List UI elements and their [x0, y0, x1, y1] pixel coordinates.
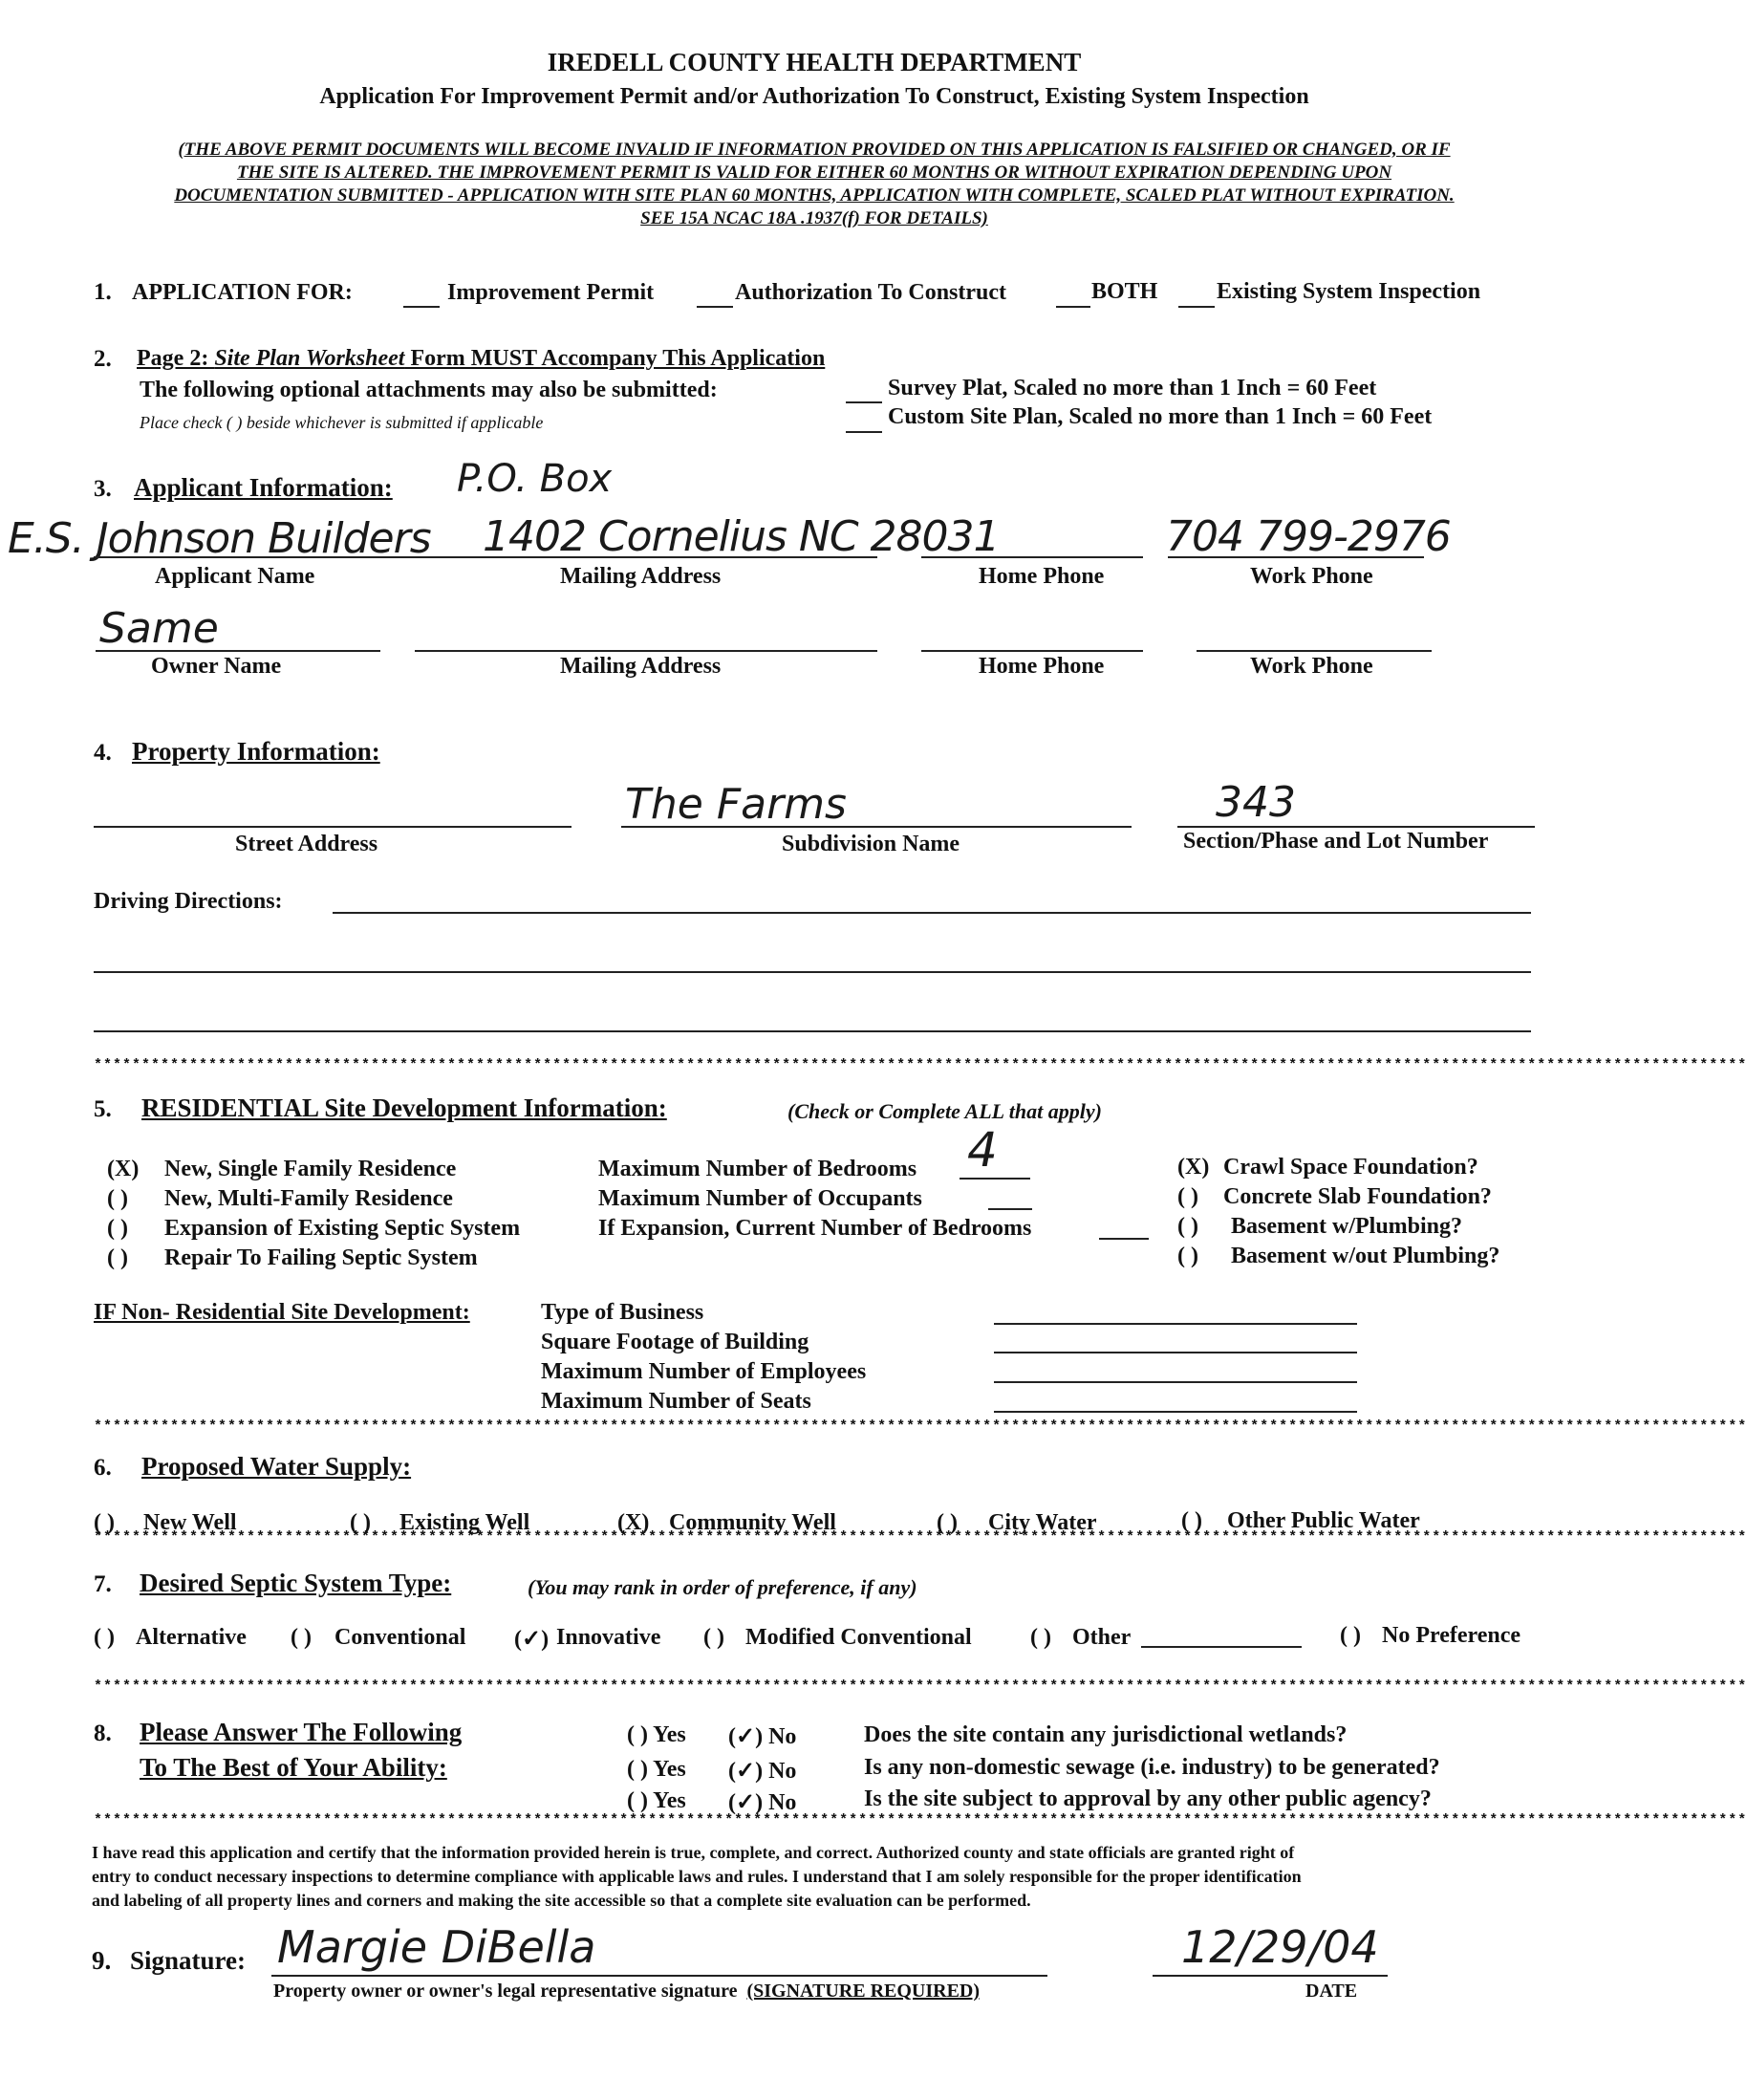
driving-directions-field-1[interactable]	[333, 912, 1531, 914]
section-6-number: 6.	[94, 1455, 112, 1481]
label-mailing-address: Mailing Address	[560, 564, 722, 589]
label-city-water: City Water	[988, 1510, 1097, 1535]
label-new-well: New Well	[143, 1510, 237, 1535]
label-crawl-space: Crawl Space Foundation?	[1223, 1155, 1478, 1180]
handwritten-date: 12/29/04	[1181, 1921, 1379, 1973]
residential-note: (Check or Complete ALL that apply)	[787, 1099, 1102, 1123]
label-type-of-business: Type of Business	[541, 1300, 704, 1325]
check-modified-conventional[interactable]: ( )	[703, 1625, 724, 1650]
driving-directions-label: Driving Directions:	[94, 889, 283, 914]
max-seats-field[interactable]	[994, 1411, 1357, 1413]
lot-number-field[interactable]	[1177, 826, 1535, 828]
answer-following-title-2: To The Best of Your Ability:	[140, 1753, 447, 1782]
driving-directions-field-2[interactable]	[94, 971, 1531, 973]
sewage-no[interactable]: (✓) No	[728, 1759, 797, 1784]
check-basement-no-plumbing[interactable]: ( )	[1177, 1244, 1198, 1268]
current-bedrooms-field[interactable]	[1099, 1238, 1149, 1240]
survey-plat-check[interactable]	[846, 401, 882, 403]
check-alternative[interactable]: ( )	[94, 1625, 115, 1650]
agency-question: Is the site subject to approval by any other public agency?	[864, 1786, 1432, 1811]
date-label: DATE	[1305, 1981, 1358, 2002]
check-multi-family[interactable]: ( )	[107, 1186, 128, 1211]
check-single-family[interactable]: (X)	[107, 1157, 140, 1181]
driving-directions-field-3[interactable]	[94, 1030, 1531, 1032]
section-1-number: 1.	[94, 279, 112, 305]
separator-stars-2: *****************************************************************************************************************************************************************************	[94, 1418, 1747, 1435]
handwritten-owner-name: Same	[99, 604, 219, 653]
label-owner-mailing-address: Mailing Address	[560, 654, 722, 679]
place-check-note: Place check ( ) beside whichever is submitted if applicable	[140, 413, 544, 432]
notice-line-4: SEE 15A NCAC 18A .1937(f) FOR DETAILS)	[640, 208, 988, 228]
label-modified-conventional: Modified Conventional	[745, 1625, 972, 1650]
mailing-address-field[interactable]	[415, 556, 877, 558]
label-multi-family: New, Multi-Family Residence	[164, 1186, 453, 1211]
check-basement-plumbing[interactable]: ( )	[1177, 1214, 1198, 1239]
label-square-footage: Square Footage of Building	[541, 1330, 809, 1354]
site-plan-requirement: Page 2: Site Plan Worksheet Form MUST Accompany This Application	[137, 346, 826, 371]
section-5-number: 5.	[94, 1096, 112, 1122]
wetlands-question: Does the site contain any jurisdictional wetlands?	[864, 1722, 1348, 1747]
septic-type-note: (You may rank in order of preference, if any)	[528, 1575, 917, 1599]
section-2-number: 2.	[94, 346, 112, 372]
certification-line-1: I have read this application and certify that the information provided herein is true, complete, and correct. Authorized county and state officials are granted right of	[92, 1843, 1295, 1862]
label-concrete-slab: Concrete Slab Foundation?	[1223, 1184, 1492, 1209]
check-innovative[interactable]: (✓)	[514, 1627, 550, 1652]
signature-label: Signature:	[130, 1946, 247, 1975]
handwritten-work-phone: 704 799-2976	[1166, 512, 1451, 561]
owner-name-field[interactable]	[96, 650, 380, 652]
other-septic-field[interactable]	[1141, 1646, 1302, 1648]
check-conventional[interactable]: ( )	[291, 1625, 312, 1650]
applicant-name-field[interactable]	[94, 556, 419, 558]
department-title: IREDELL COUNTY HEALTH DEPARTMENT	[547, 48, 1082, 76]
option-authorization: Authorization To Construct	[735, 280, 1007, 305]
label-single-family: New, Single Family Residence	[164, 1157, 457, 1181]
check-new-well[interactable]: ( )	[94, 1510, 115, 1535]
separator-stars-5: *****************************************************************************************************************************************************************************	[94, 1812, 1747, 1829]
certification-line-2: entry to conduct necessary inspections to determine compliance with applicable laws and rules. I understand that I am solely responsible for the proper identification	[92, 1867, 1302, 1886]
custom-site-plan-option: Custom Site Plan, Scaled no more than 1 Inch = 60 Feet	[888, 404, 1433, 429]
custom-site-plan-check[interactable]	[846, 431, 882, 433]
label-community-well: Community Well	[669, 1510, 836, 1535]
signature-field[interactable]	[271, 1975, 1047, 1977]
check-no-preference[interactable]: ( )	[1340, 1623, 1361, 1648]
label-basement-plumbing: Basement w/Plumbing?	[1231, 1214, 1463, 1239]
work-phone-field[interactable]	[1168, 556, 1424, 558]
handwritten-subdivision: The Farms	[625, 780, 847, 829]
section-8-number: 8.	[94, 1721, 112, 1746]
type-of-business-field[interactable]	[994, 1323, 1357, 1325]
label-home-phone: Home Phone	[979, 564, 1105, 589]
authorization-check[interactable]	[697, 306, 733, 308]
owner-work-phone-field[interactable]	[1197, 650, 1432, 652]
label-basement-no-plumbing: Basement w/out Plumbing?	[1231, 1244, 1500, 1268]
max-occupants-field[interactable]	[988, 1208, 1032, 1210]
separator-stars-4: *****************************************************************************************************************************************************************************	[94, 1678, 1747, 1695]
applicant-info-title: Applicant Information:	[134, 473, 393, 502]
answer-following-title-1: Please Answer The Following	[140, 1718, 463, 1746]
max-bedrooms-field[interactable]	[960, 1178, 1030, 1180]
max-employees-field[interactable]	[994, 1381, 1357, 1383]
optional-attachments-text: The following optional attachments may also be submitted:	[140, 378, 718, 402]
label-owner-home-phone: Home Phone	[979, 654, 1105, 679]
application-for-label: APPLICATION FOR:	[132, 280, 353, 305]
notice-line-1: (THE ABOVE PERMIT DOCUMENTS WILL BECOME INVALID IF INFORMATION PROVIDED ON THIS APPLICATION IS FALSIFIED OR CHANGED, OR IF	[178, 140, 1451, 160]
section-4-number: 4.	[94, 740, 112, 766]
sewage-yes[interactable]: ( ) Yes	[627, 1757, 686, 1782]
form-subtitle: Application For Improvement Permit and/or Authorization To Construct, Existing System Inspection	[319, 84, 1309, 109]
date-field[interactable]	[1153, 1975, 1388, 1977]
label-existing-well: Existing Well	[399, 1510, 530, 1535]
agency-yes[interactable]: ( ) Yes	[627, 1788, 686, 1813]
label-applicant-name: Applicant Name	[155, 564, 315, 589]
handwritten-bedrooms: 4	[967, 1122, 998, 1178]
handwritten-mailing-address: 1402 Cornelius NC 28031	[483, 512, 1000, 561]
sewage-question: Is any non-domestic sewage (i.e. industry) to be generated?	[864, 1755, 1440, 1780]
label-section-lot: Section/Phase and Lot Number	[1183, 829, 1489, 854]
check-expansion[interactable]: ( )	[107, 1216, 128, 1241]
survey-plat-option: Survey Plat, Scaled no more than 1 Inch = 60 Feet	[888, 376, 1377, 401]
label-current-bedrooms: If Expansion, Current Number of Bedrooms	[598, 1216, 1032, 1241]
owner-address-field[interactable]	[415, 650, 877, 652]
check-other-septic[interactable]: ( )	[1030, 1625, 1051, 1650]
option-both: BOTH	[1091, 279, 1158, 304]
handwritten-applicant-name: E.S. Johnson Builders	[8, 514, 431, 563]
handwritten-po-box: P.O. Box	[457, 457, 613, 501]
section-3-number: 3.	[94, 476, 112, 502]
check-other-public-water[interactable]: ( )	[1181, 1508, 1202, 1533]
section-7-number: 7.	[94, 1571, 112, 1597]
label-repair: Repair To Failing Septic System	[164, 1245, 478, 1270]
label-max-seats: Maximum Number of Seats	[541, 1389, 811, 1414]
existing-inspection-check[interactable]	[1178, 306, 1215, 308]
label-innovative: Innovative	[556, 1625, 661, 1650]
label-max-employees: Maximum Number of Employees	[541, 1359, 867, 1384]
street-address-field[interactable]	[94, 826, 572, 828]
check-crawl-space[interactable]: (X)	[1177, 1155, 1210, 1180]
label-max-bedrooms: Maximum Number of Bedrooms	[598, 1157, 917, 1181]
section-9-number: 9.	[92, 1946, 112, 1975]
option-improvement-permit: Improvement Permit	[447, 280, 655, 305]
label-no-preference: No Preference	[1382, 1623, 1521, 1648]
wetlands-no[interactable]: (✓) No	[728, 1724, 797, 1749]
separator-stars-3: *****************************************************************************************************************************************************************************	[94, 1529, 1747, 1546]
both-check[interactable]	[1056, 306, 1090, 308]
label-max-occupants: Maximum Number of Occupants	[598, 1186, 922, 1211]
label-street-address: Street Address	[235, 832, 378, 856]
label-conventional: Conventional	[334, 1625, 466, 1650]
wetlands-yes[interactable]: ( ) Yes	[627, 1722, 686, 1747]
property-info-title: Property Information:	[132, 737, 380, 766]
certification-line-3: and labeling of all property lines and corners and making the site accessible so that a complete site evaluation can be performed.	[92, 1891, 1031, 1910]
label-other-public-water: Other Public Water	[1227, 1508, 1420, 1533]
water-supply-title: Proposed Water Supply:	[141, 1452, 412, 1481]
subdivision-name-field[interactable]	[621, 826, 1132, 828]
notice-line-2: THE SITE IS ALTERED. THE IMPROVEMENT PERMIT IS VALID FOR EITHER 60 MONTHS OR WITHOUT EXPIRATION DEPENDING UPON	[236, 162, 1392, 183]
non-residential-label: IF Non- Residential Site Development:	[94, 1300, 470, 1325]
home-phone-field[interactable]	[921, 556, 1143, 558]
label-owner-work-phone: Work Phone	[1250, 654, 1373, 679]
residential-info-title: RESIDENTIAL Site Development Information:	[141, 1093, 667, 1122]
label-alternative: Alternative	[136, 1625, 247, 1650]
label-owner-name: Owner Name	[151, 654, 282, 679]
agency-no[interactable]: (✓) No	[728, 1790, 797, 1815]
label-other-septic: Other	[1072, 1625, 1132, 1650]
check-existing-well[interactable]: ( )	[350, 1510, 371, 1535]
label-subdivision-name: Subdivision Name	[782, 832, 960, 856]
septic-type-title: Desired Septic System Type:	[140, 1569, 452, 1597]
owner-home-phone-field[interactable]	[921, 650, 1143, 652]
separator-stars-1: *****************************************************************************************************************************************************************************	[94, 1057, 1747, 1073]
check-community-well[interactable]: (X)	[617, 1510, 650, 1535]
option-existing-inspection: Existing System Inspection	[1217, 279, 1481, 304]
check-city-water[interactable]: ( )	[937, 1510, 958, 1535]
improvement-permit-check[interactable]	[403, 306, 440, 308]
square-footage-field[interactable]	[994, 1352, 1357, 1353]
signature-caption: Property owner or owner's legal representative signature (SIGNATURE REQUIRED)	[273, 1981, 981, 2002]
signature-image: Margie DiBella	[277, 1921, 596, 1973]
check-concrete-slab[interactable]: ( )	[1177, 1184, 1198, 1209]
notice-line-3: DOCUMENTATION SUBMITTED - APPLICATION WITH SITE PLAN 60 MONTHS, APPLICATION WITH COMPLETE, SCALED PLAT WITHOUT EXPIRATION.	[174, 185, 1455, 206]
check-repair[interactable]: ( )	[107, 1245, 128, 1270]
label-expansion: Expansion of Existing Septic System	[164, 1216, 521, 1241]
label-work-phone: Work Phone	[1250, 564, 1373, 589]
handwritten-lot-number: 343	[1216, 778, 1296, 827]
